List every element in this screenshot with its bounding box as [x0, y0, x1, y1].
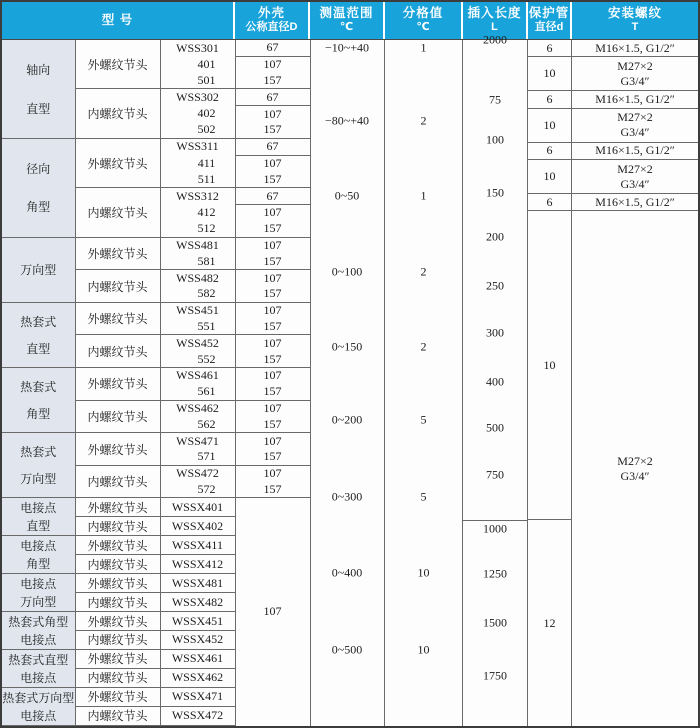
diameter-cell: 107 — [235, 368, 310, 384]
mount-thread-column — [572, 40, 698, 726]
table-header — [2, 2, 698, 40]
model-cell: 562 — [160, 416, 235, 432]
mount-thread-value — [572, 91, 698, 108]
group-label-cell — [2, 237, 75, 302]
model-cell: WSS481 — [160, 237, 235, 253]
model-cell: 551 — [160, 319, 235, 335]
connector-cell: 内螺纹节头 — [75, 517, 160, 536]
model-cell: WSSX451 — [160, 612, 235, 631]
insert-length-value: 75 — [489, 92, 501, 107]
spec-table-body — [2, 40, 310, 726]
diameter-cell: 107 — [235, 205, 310, 221]
insert-length-column — [463, 32, 528, 726]
group-label-cell — [2, 138, 75, 237]
model-cell: WSSX452 — [160, 630, 235, 649]
tube-diameter-value: 6 — [528, 194, 571, 211]
group-label-line: 热套式直型 — [8, 652, 69, 667]
model-cell: 501 — [160, 73, 235, 89]
group-label-line: 轴向 — [26, 63, 51, 78]
temp-range-value: −80~+40 — [324, 113, 370, 128]
tube-diameter-value: 6 — [528, 143, 571, 160]
model-cell: WSS482 — [160, 270, 235, 286]
header-mount-thread: 安装螺纹 T — [607, 5, 662, 34]
model-cell: WSS451 — [160, 302, 235, 318]
diameter-cell: 157 — [235, 384, 310, 400]
group-label — [2, 536, 75, 573]
temp-range-value: 0~400 — [331, 565, 363, 580]
model-cell: WSS311 — [160, 138, 235, 155]
model-cell: WSSX402 — [160, 517, 235, 536]
mount-thread-merged — [572, 211, 698, 726]
table-row — [2, 138, 310, 155]
header-shell-diameter: 外壳 公称直径D — [235, 2, 310, 39]
model-cell: WSS461 — [160, 368, 235, 384]
diameter-cell: 107 — [235, 270, 310, 286]
diameter-cell: 67 — [235, 89, 310, 106]
connector-cell: 内螺纹节头 — [75, 89, 160, 138]
thread-line: G3/4″ — [620, 468, 650, 483]
model-cell: 401 — [160, 56, 235, 72]
tube-diameter-column — [528, 40, 572, 726]
connector-cell: 内螺纹节头 — [75, 593, 160, 612]
connector-cell: 外螺纹节头 — [75, 40, 160, 89]
group-label-line: 直型 — [26, 341, 51, 356]
group-label-line: 角型 — [26, 557, 51, 572]
mount-thread-value — [572, 143, 698, 160]
model-cell: WSSX401 — [160, 498, 235, 517]
mount-thread-value — [572, 109, 698, 143]
diameter-cell: 157 — [235, 253, 310, 269]
division-value: 2 — [420, 339, 427, 354]
tube-diameter-value: 6 — [528, 91, 571, 108]
thread-line: M27×2 — [617, 58, 653, 73]
model-cell: 511 — [160, 171, 235, 187]
tube-diameter-merged-upper: 10 — [528, 211, 571, 520]
connector-cell: 内螺纹节头 — [75, 630, 160, 649]
model-cell: WSSX462 — [160, 668, 235, 687]
thread-line: G3/4″ — [620, 125, 650, 140]
insert-length-value: 750 — [486, 467, 504, 482]
group-label-cell — [2, 433, 75, 498]
model-cell: 582 — [160, 286, 235, 302]
diameter-cell: 157 — [235, 171, 310, 187]
connector-cell: 外螺纹节头 — [75, 612, 160, 631]
division-value: 10 — [417, 565, 430, 580]
group-label-line: 电接点 — [20, 670, 57, 685]
temp-range-value: 0~300 — [331, 489, 363, 504]
diameter-cell: 107 — [235, 335, 310, 351]
model-cell: WSS471 — [160, 433, 235, 449]
diameter-cell: 157 — [235, 416, 310, 432]
group-label-cell — [2, 368, 75, 433]
temp-range-value: 0~100 — [331, 264, 363, 279]
group-label-line: 角型 — [26, 407, 51, 422]
group-label-line: 万向型 — [20, 595, 57, 610]
insert-length-value: 500 — [486, 420, 504, 435]
temp-range-value: 0~150 — [331, 339, 363, 354]
temp-range-value: 0~200 — [331, 412, 363, 427]
model-cell: 411 — [160, 155, 235, 171]
diameter-merged-cell: 107 — [235, 498, 310, 726]
thread-line: M27×2 — [617, 161, 653, 176]
insert-length-value: 400 — [486, 374, 504, 389]
diameter-cell: 107 — [235, 155, 310, 171]
tube-diameter-value: 6 — [528, 40, 571, 57]
connector-cell: 外螺纹节头 — [75, 368, 160, 401]
group-label-cell — [2, 574, 75, 612]
model-cell: WSS472 — [160, 465, 235, 481]
model-cell: WSSX412 — [160, 555, 235, 574]
diameter-cell: 157 — [235, 319, 310, 335]
model-cell: 512 — [160, 221, 235, 237]
group-label-line: 电接点 — [20, 501, 57, 516]
group-label-line: 直型 — [26, 519, 51, 534]
thread-line: M27×2 — [617, 453, 653, 468]
group-label-line: 万向型 — [20, 472, 57, 487]
diameter-cell: 107 — [235, 433, 310, 449]
mount-thread-value — [572, 57, 698, 91]
group-label — [2, 303, 75, 367]
header-model-column — [2, 2, 235, 39]
mount-thread-value — [572, 40, 698, 57]
model-cell: WSS452 — [160, 335, 235, 351]
group-label-line: 热套式 — [20, 445, 57, 460]
group-label-cell — [2, 649, 75, 687]
tube-diameter-value: 10 — [528, 109, 571, 143]
group-label-cell — [2, 498, 75, 536]
group-label — [2, 650, 75, 687]
diameter-cell: 67 — [235, 40, 310, 56]
temp-range-value: 0~500 — [331, 642, 363, 657]
header-insert-length: 插入长度 L — [463, 2, 528, 39]
insert-length-value: 1000 — [483, 521, 507, 536]
model-cell: 502 — [160, 122, 235, 138]
diameter-cell: 107 — [235, 237, 310, 253]
diameter-cell: 157 — [235, 351, 310, 367]
model-table — [2, 40, 311, 726]
group-label-line: 万向型 — [20, 263, 57, 278]
diameter-cell: 157 — [235, 221, 310, 237]
connector-cell: 外螺纹节头 — [75, 649, 160, 668]
connector-cell: 外螺纹节头 — [75, 433, 160, 466]
group-label-line: 直型 — [26, 101, 51, 116]
diameter-cell: 157 — [235, 449, 310, 465]
connector-cell: 外螺纹节头 — [75, 302, 160, 335]
diameter-cell: 107 — [235, 56, 310, 72]
table-row — [2, 368, 310, 384]
group-label-cell — [2, 536, 75, 574]
table-row — [2, 433, 310, 449]
model-cell: WSSX471 — [160, 687, 235, 706]
group-label-line: 角型 — [26, 200, 51, 215]
group-label — [2, 612, 75, 649]
model-cell: WSSX482 — [160, 593, 235, 612]
insert-length-value: 1750 — [483, 668, 507, 683]
model-cell: WSSX472 — [160, 706, 235, 725]
insert-length-value: 150 — [486, 185, 504, 200]
connector-cell: 外螺纹节头 — [75, 574, 160, 593]
insert-length-value: 100 — [486, 132, 504, 147]
model-cell: 402 — [160, 106, 235, 122]
connector-cell: 内螺纹节头 — [75, 555, 160, 574]
group-label-line: 热套式角型 — [8, 614, 69, 629]
thread-line: M16×1.5, G1/2″ — [595, 92, 675, 106]
model-cell: 561 — [160, 384, 235, 400]
table-row — [2, 237, 310, 253]
division-value-column — [385, 40, 463, 726]
table-body — [2, 32, 698, 726]
group-label-line: 电接点 — [20, 577, 57, 592]
model-cell: WSSX481 — [160, 574, 235, 593]
temp-range-value: −10~+40 — [324, 40, 370, 55]
group-label-cell — [2, 687, 75, 725]
diameter-cell: 157 — [235, 73, 310, 89]
header-division-value: 分格值 ℃ — [385, 2, 463, 39]
temp-range-column — [310, 40, 385, 726]
group-label-cell — [2, 612, 75, 650]
group-label — [2, 368, 75, 432]
thread-line: M16×1.5, G1/2″ — [595, 194, 675, 209]
header-model-label: 型 号 — [101, 12, 134, 27]
group-label-line: 电接点 — [20, 632, 57, 647]
tube-diameter-value: 10 — [528, 160, 571, 194]
group-label-cell — [2, 302, 75, 367]
group-label — [2, 238, 75, 302]
group-label-line: 热套式 — [20, 314, 57, 329]
diameter-cell: 107 — [235, 302, 310, 318]
mount-thread-value — [572, 160, 698, 194]
group-label-line: 电接点 — [20, 708, 57, 723]
insert-length-value: 250 — [486, 278, 504, 293]
connector-cell: 外螺纹节头 — [75, 237, 160, 270]
thread-line: G3/4″ — [620, 73, 650, 88]
model-cell: WSSX461 — [160, 649, 235, 668]
connector-cell: 内螺纹节头 — [75, 400, 160, 433]
connector-cell: 内螺纹节头 — [75, 188, 160, 237]
connector-cell: 外螺纹节头 — [75, 138, 160, 187]
connector-cell: 内螺纹节头 — [75, 668, 160, 687]
division-value: 2 — [420, 113, 427, 128]
diameter-cell: 67 — [235, 138, 310, 155]
connector-cell: 内螺纹节头 — [75, 335, 160, 368]
model-cell: 571 — [160, 449, 235, 465]
model-cell: WSS312 — [160, 188, 235, 205]
model-cell: 552 — [160, 351, 235, 367]
connector-cell: 内螺纹节头 — [75, 270, 160, 303]
diameter-cell: 67 — [235, 188, 310, 205]
table-row — [2, 40, 310, 56]
thread-line: G3/4″ — [620, 176, 650, 191]
group-label-line: 热套式万向型 — [2, 690, 75, 705]
division-value: 5 — [420, 412, 427, 427]
division-value: 10 — [417, 642, 430, 657]
connector-cell: 外螺纹节头 — [75, 536, 160, 555]
model-cell: 572 — [160, 482, 235, 498]
connector-cell: 外螺纹节头 — [75, 498, 160, 517]
group-label — [2, 688, 75, 725]
group-label — [2, 498, 75, 535]
insert-length-value: 2000 — [483, 32, 507, 47]
diameter-cell: 107 — [235, 106, 310, 122]
thread-line: M16×1.5, G1/2″ — [595, 40, 675, 55]
model-cell: WSS462 — [160, 400, 235, 416]
mount-thread-value — [572, 194, 698, 211]
group-label — [2, 139, 75, 237]
header-temp-range: 测温范围 ℃ — [310, 2, 385, 39]
division-value: 1 — [420, 40, 427, 55]
division-value: 5 — [420, 489, 427, 504]
connector-cell: 内螺纹节头 — [75, 706, 160, 725]
group-label — [2, 433, 75, 497]
division-value: 1 — [420, 188, 427, 203]
temp-range-value: 0~50 — [334, 188, 360, 203]
thread-line: M16×1.5, G1/2″ — [595, 143, 675, 158]
group-label-cell — [2, 40, 75, 138]
connector-cell: 内螺纹节头 — [75, 465, 160, 498]
insert-length-value: 1250 — [483, 566, 507, 581]
group-label-line: 径向 — [26, 162, 51, 177]
model-cell: WSS302 — [160, 89, 235, 106]
diameter-cell: 107 — [235, 400, 310, 416]
diameter-cell: 157 — [235, 482, 310, 498]
group-label — [2, 574, 75, 611]
diameter-cell: 157 — [235, 286, 310, 302]
diameter-cell: 157 — [235, 122, 310, 138]
insert-length-value: 1500 — [483, 615, 507, 630]
connector-cell: 外螺纹节头 — [75, 687, 160, 706]
table-row — [2, 302, 310, 318]
thread-line: M27×2 — [617, 110, 653, 125]
insert-length-value: 200 — [486, 229, 504, 244]
division-value: 2 — [420, 264, 427, 279]
tube-diameter-merged-lower: 12 — [543, 615, 556, 630]
model-cell: 412 — [160, 205, 235, 221]
insert-length-value: 300 — [486, 325, 504, 340]
header-tube-diameter: 保护管 直径d — [528, 2, 572, 39]
group-label-line: 热套式 — [20, 380, 57, 395]
diameter-cell: 107 — [235, 465, 310, 481]
group-label-line: 电接点 — [20, 539, 57, 554]
table-row — [2, 498, 310, 517]
group-label — [2, 40, 75, 138]
tube-diameter-value: 10 — [528, 57, 571, 91]
model-cell: WSSX411 — [160, 536, 235, 555]
model-cell: 581 — [160, 253, 235, 269]
model-cell: WSS301 — [160, 40, 235, 56]
